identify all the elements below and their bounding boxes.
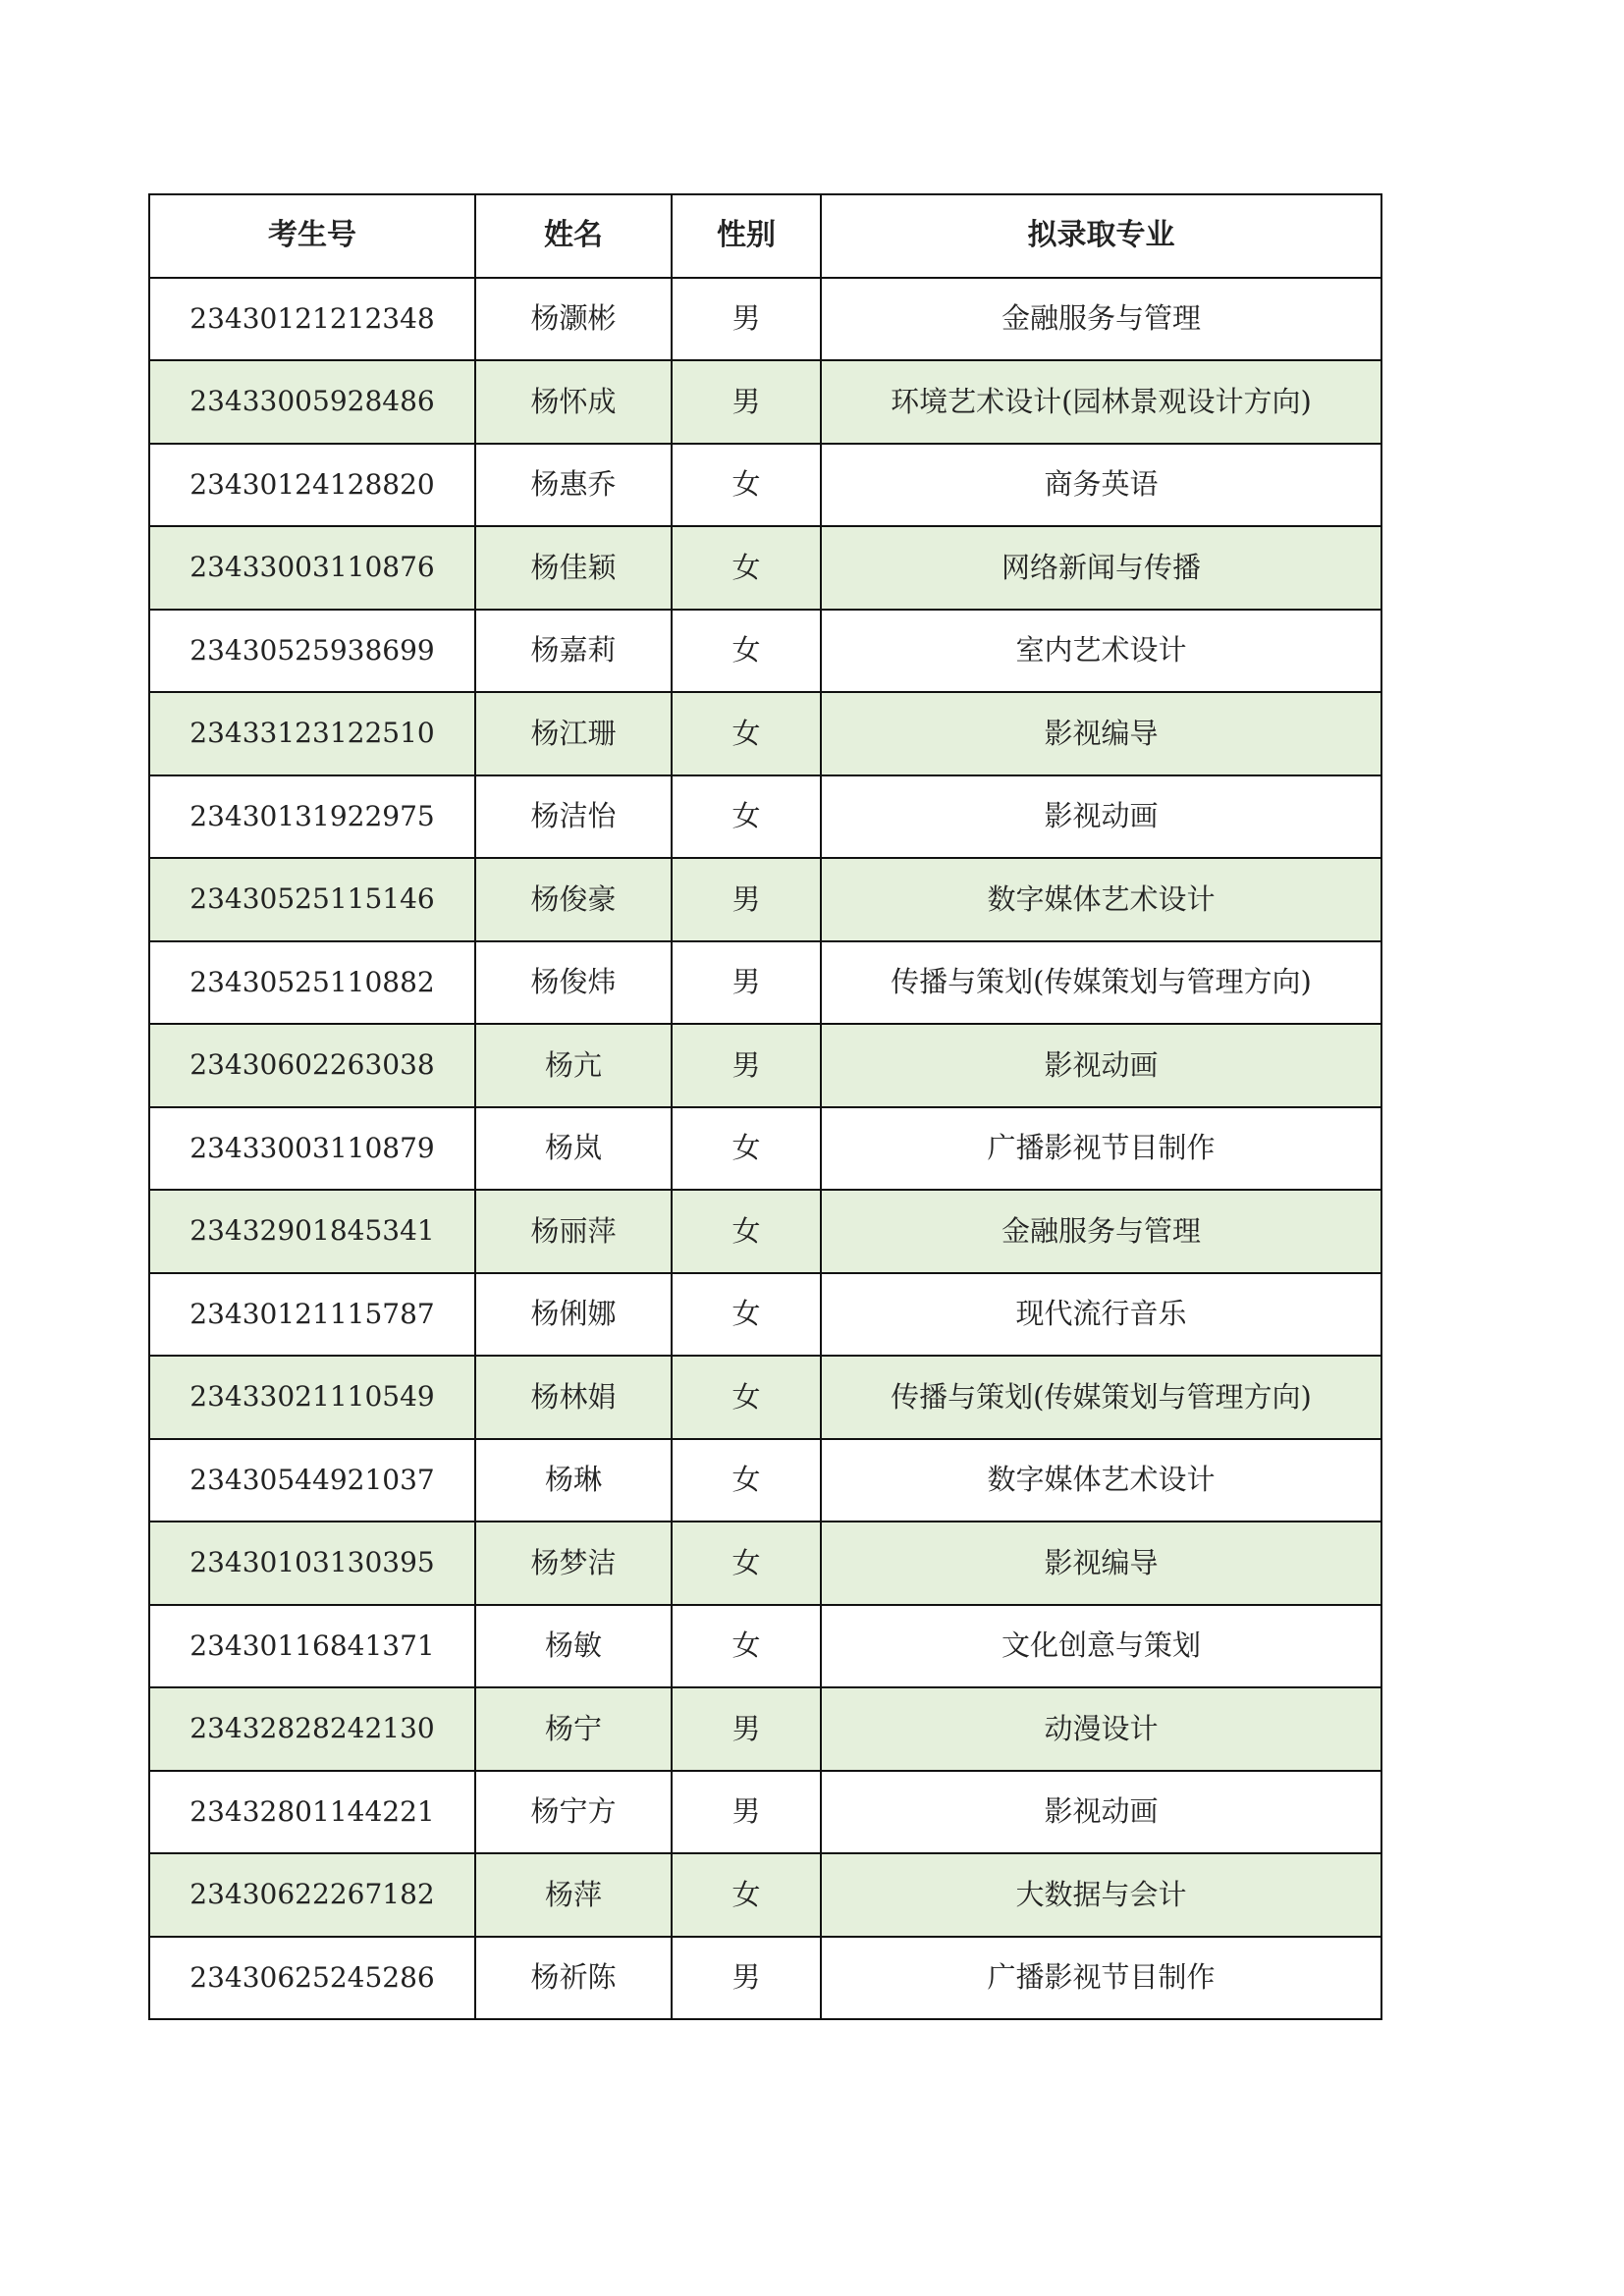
cell-exam-id: 23430121115787	[149, 1273, 475, 1357]
table-row	[149, 1107, 1381, 1191]
cell-name: 杨萍	[475, 1853, 672, 1937]
cell-name: 杨怀成	[475, 360, 672, 444]
cell-gender: 女	[672, 1522, 821, 1605]
table-row	[149, 1771, 1381, 1854]
cell-gender: 男	[672, 278, 821, 361]
cell-gender: 女	[672, 1853, 821, 1937]
header-exam-id: 考生号	[149, 194, 475, 278]
cell-exam-id: 23432901845341	[149, 1190, 475, 1273]
table-row	[149, 1356, 1381, 1439]
cell-major: 数字媒体艺术设计	[821, 858, 1381, 941]
cell-major: 商务英语	[821, 444, 1381, 527]
cell-gender: 女	[672, 775, 821, 859]
header-name: 姓名	[475, 194, 672, 278]
table-row	[149, 775, 1381, 859]
table-row	[149, 1605, 1381, 1688]
cell-major: 传播与策划(传媒策划与管理方向)	[821, 941, 1381, 1025]
cell-name: 杨岚	[475, 1107, 672, 1191]
cell-gender: 女	[672, 1356, 821, 1439]
cell-exam-id: 23430103130395	[149, 1522, 475, 1605]
table-row	[149, 526, 1381, 610]
cell-gender: 女	[672, 692, 821, 775]
table-row	[149, 692, 1381, 775]
cell-name: 杨宁	[475, 1687, 672, 1771]
cell-gender: 男	[672, 1687, 821, 1771]
table-row	[149, 1273, 1381, 1357]
cell-name: 杨丽萍	[475, 1190, 672, 1273]
cell-gender: 女	[672, 444, 821, 527]
cell-name: 杨嘉莉	[475, 610, 672, 693]
cell-name: 杨梦洁	[475, 1522, 672, 1605]
cell-major: 影视编导	[821, 1522, 1381, 1605]
cell-major: 广播影视节目制作	[821, 1107, 1381, 1191]
cell-name: 杨俊炜	[475, 941, 672, 1025]
cell-gender: 女	[672, 610, 821, 693]
cell-gender: 男	[672, 1937, 821, 2020]
cell-gender: 男	[672, 1024, 821, 1107]
cell-gender: 女	[672, 1190, 821, 1273]
table-row	[149, 1439, 1381, 1522]
cell-major: 传播与策划(传媒策划与管理方向)	[821, 1356, 1381, 1439]
cell-exam-id: 23430622267182	[149, 1853, 475, 1937]
cell-exam-id: 23432801144221	[149, 1771, 475, 1854]
header-major: 拟录取专业	[821, 194, 1381, 278]
table-row	[149, 1190, 1381, 1273]
cell-exam-id: 23432828242130	[149, 1687, 475, 1771]
table-row	[149, 360, 1381, 444]
cell-exam-id: 23433021110549	[149, 1356, 475, 1439]
table-row	[149, 1024, 1381, 1107]
cell-major: 动漫设计	[821, 1687, 1381, 1771]
cell-name: 杨江珊	[475, 692, 672, 775]
cell-exam-id: 23430131922975	[149, 775, 475, 859]
cell-gender: 女	[672, 526, 821, 610]
cell-major: 数字媒体艺术设计	[821, 1439, 1381, 1522]
cell-exam-id: 23433123122510	[149, 692, 475, 775]
cell-gender: 女	[672, 1439, 821, 1522]
cell-major: 影视动画	[821, 775, 1381, 859]
cell-major: 大数据与会计	[821, 1853, 1381, 1937]
cell-name: 杨洁怡	[475, 775, 672, 859]
cell-major: 影视动画	[821, 1771, 1381, 1854]
cell-major: 网络新闻与传播	[821, 526, 1381, 610]
table-row	[149, 278, 1381, 361]
cell-major: 现代流行音乐	[821, 1273, 1381, 1357]
table-row	[149, 1687, 1381, 1771]
header-gender: 性别	[672, 194, 821, 278]
cell-gender: 男	[672, 858, 821, 941]
cell-name: 杨亢	[475, 1024, 672, 1107]
cell-major: 文化创意与策划	[821, 1605, 1381, 1688]
cell-exam-id: 23430525110882	[149, 941, 475, 1025]
cell-gender: 女	[672, 1605, 821, 1688]
cell-gender: 女	[672, 1273, 821, 1357]
cell-name: 杨俊豪	[475, 858, 672, 941]
cell-exam-id: 23430525938699	[149, 610, 475, 693]
cell-exam-id: 23430544921037	[149, 1439, 475, 1522]
table-row	[149, 858, 1381, 941]
cell-gender: 男	[672, 360, 821, 444]
cell-major: 环境艺术设计(园林景观设计方向)	[821, 360, 1381, 444]
cell-gender: 男	[672, 1771, 821, 1854]
cell-name: 杨敏	[475, 1605, 672, 1688]
cell-name: 杨惠乔	[475, 444, 672, 527]
table-row	[149, 610, 1381, 693]
cell-exam-id: 23430124128820	[149, 444, 475, 527]
cell-major: 影视动画	[821, 1024, 1381, 1107]
cell-major: 广播影视节目制作	[821, 1937, 1381, 2020]
cell-major: 影视编导	[821, 692, 1381, 775]
cell-exam-id: 23430525115146	[149, 858, 475, 941]
table-header-row	[149, 194, 1381, 278]
cell-name: 杨俐娜	[475, 1273, 672, 1357]
admission-table	[148, 193, 1382, 2020]
table-body	[149, 278, 1381, 2020]
table-row	[149, 1522, 1381, 1605]
cell-gender: 男	[672, 941, 821, 1025]
cell-major: 金融服务与管理	[821, 278, 1381, 361]
cell-gender: 女	[672, 1107, 821, 1191]
cell-exam-id: 23433005928486	[149, 360, 475, 444]
table-row	[149, 1937, 1381, 2020]
cell-name: 杨祈陈	[475, 1937, 672, 2020]
cell-exam-id: 23430116841371	[149, 1605, 475, 1688]
cell-exam-id: 23430121212348	[149, 278, 475, 361]
cell-major: 室内艺术设计	[821, 610, 1381, 693]
cell-name: 杨灏彬	[475, 278, 672, 361]
cell-name: 杨林娟	[475, 1356, 672, 1439]
cell-name: 杨琳	[475, 1439, 672, 1522]
table-row	[149, 941, 1381, 1025]
cell-exam-id: 23430602263038	[149, 1024, 475, 1107]
cell-exam-id: 23433003110876	[149, 526, 475, 610]
cell-name: 杨宁方	[475, 1771, 672, 1854]
cell-exam-id: 23430625245286	[149, 1937, 475, 2020]
table-row	[149, 1853, 1381, 1937]
cell-exam-id: 23433003110879	[149, 1107, 475, 1191]
cell-major: 金融服务与管理	[821, 1190, 1381, 1273]
table-row	[149, 444, 1381, 527]
cell-name: 杨佳颖	[475, 526, 672, 610]
